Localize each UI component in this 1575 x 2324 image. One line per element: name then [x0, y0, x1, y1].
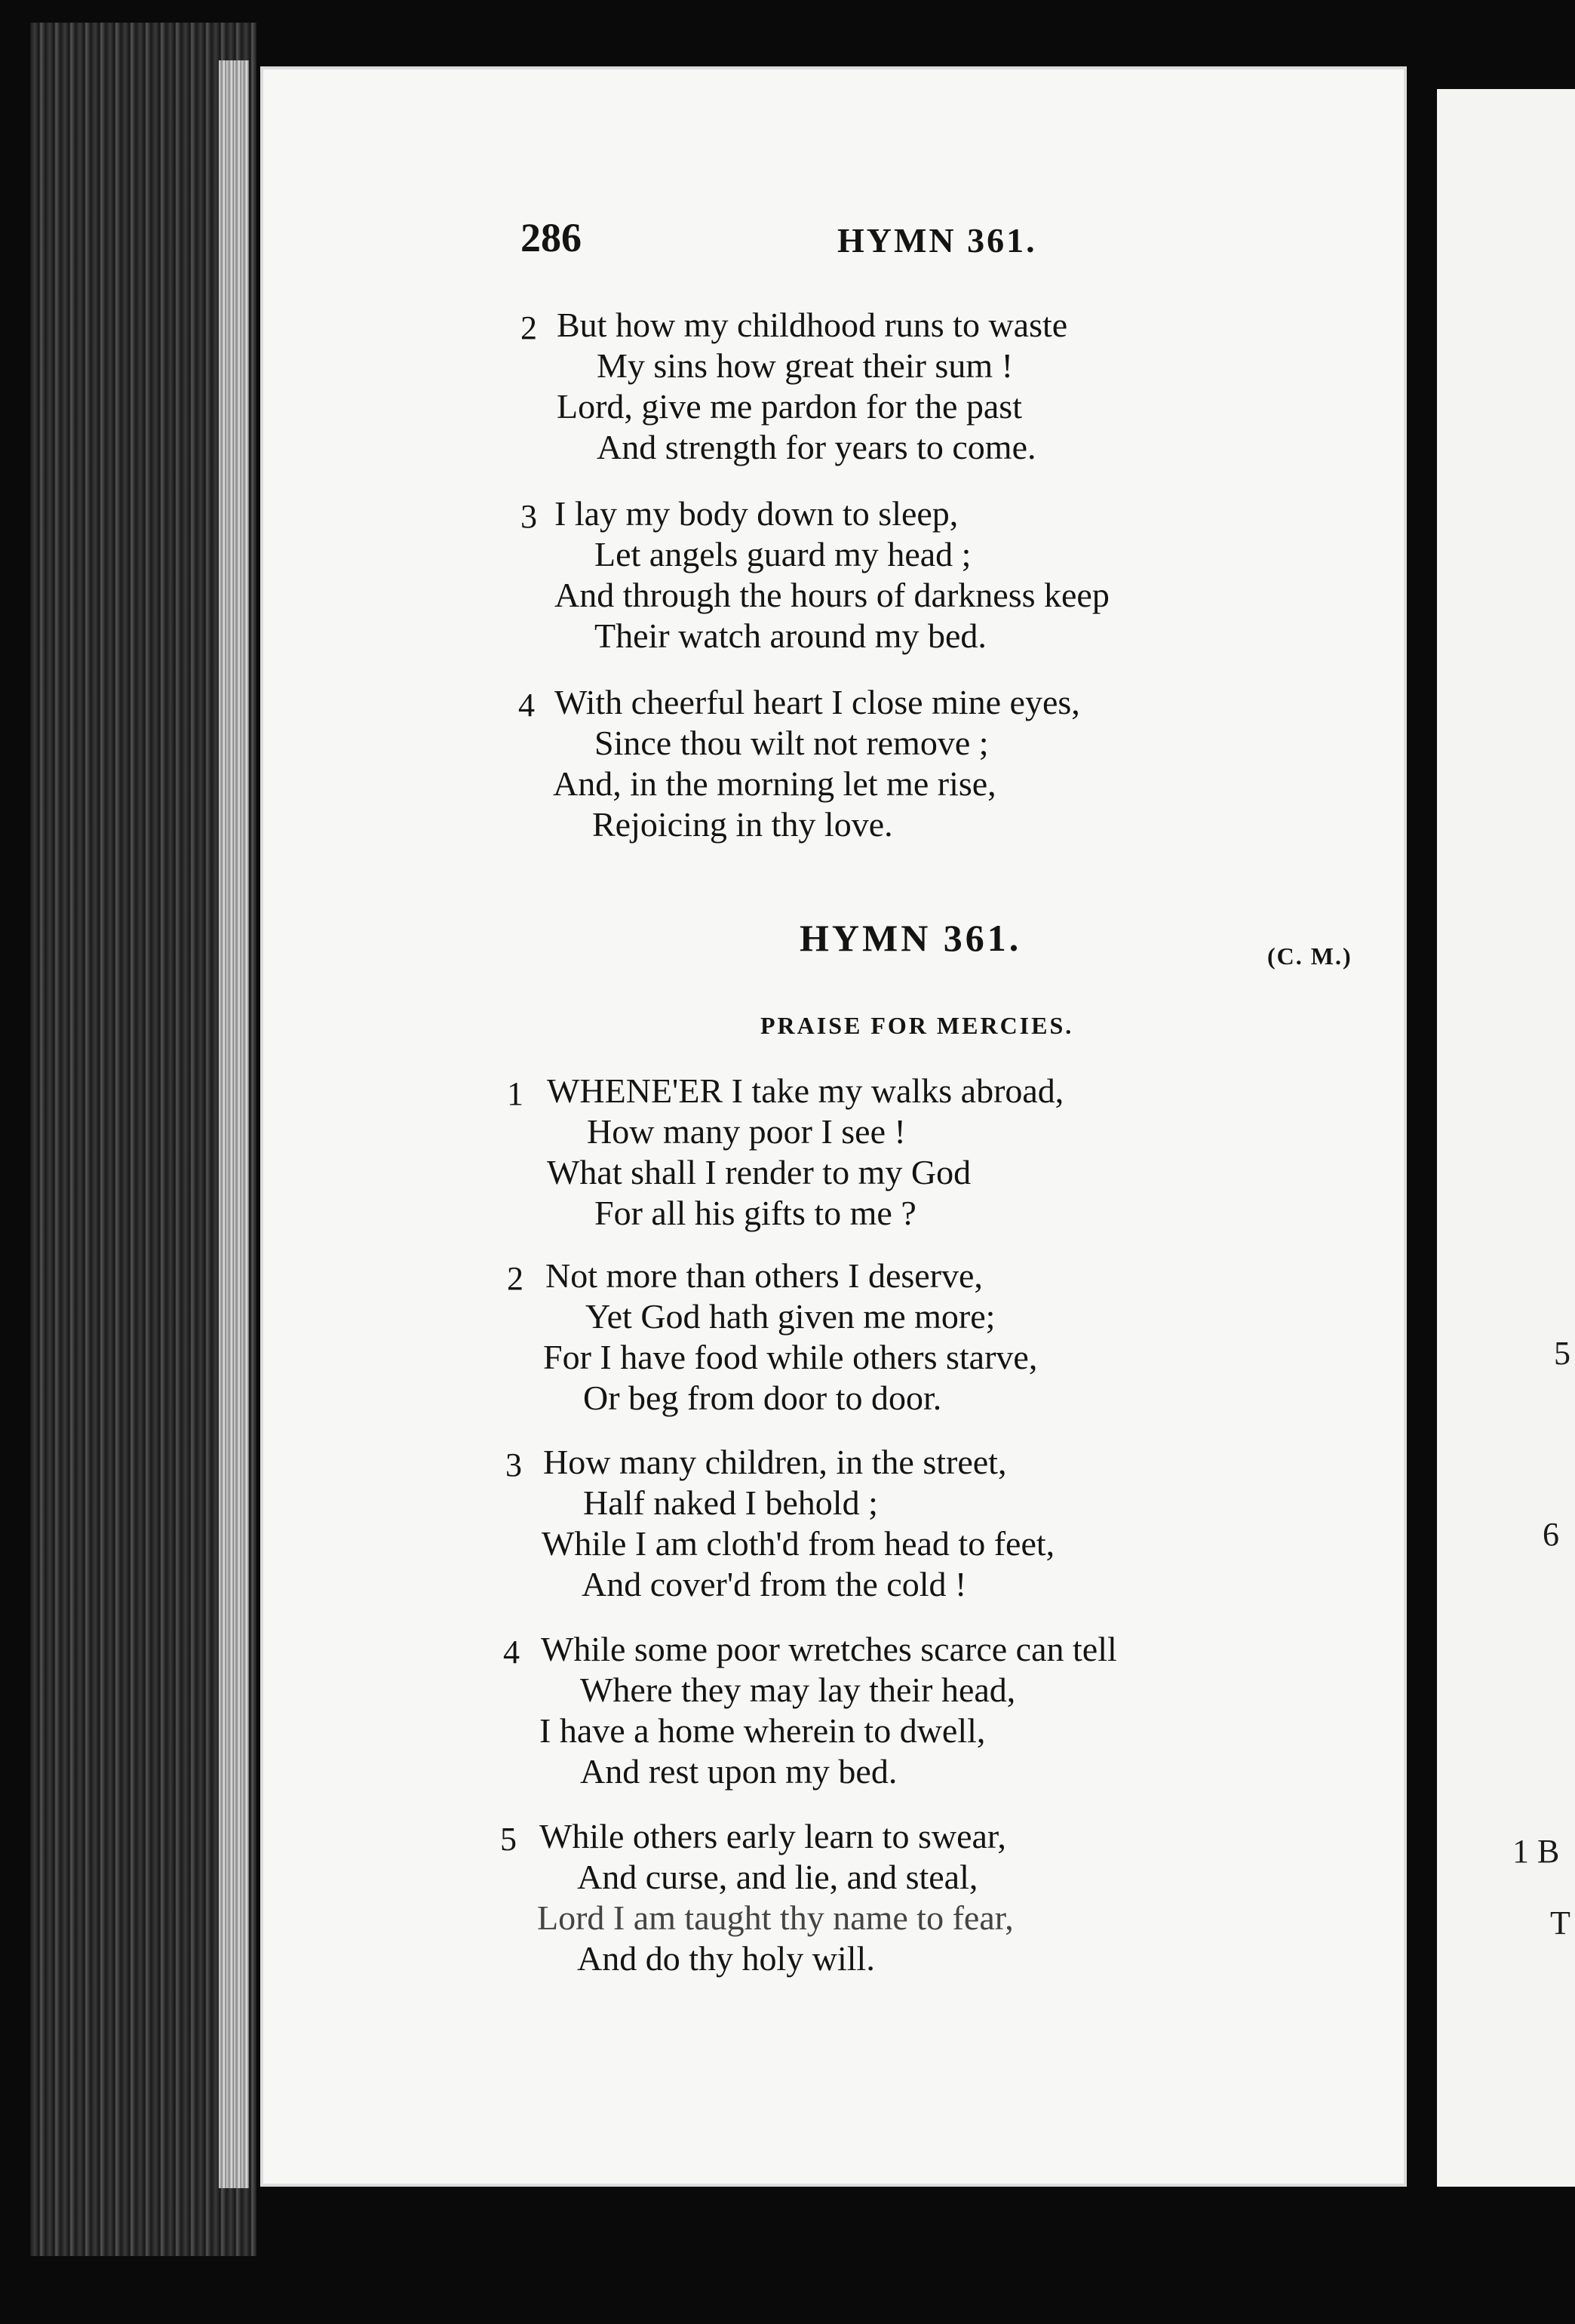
verse-line: WHENE'ER I take my walks abroad, — [547, 1071, 1064, 1110]
verse-line: I have a home wherein to dwell, — [539, 1711, 986, 1750]
verse-line: Or beg from door to door. — [583, 1379, 942, 1417]
stanza-number: 2 — [520, 309, 537, 346]
verse-line: Lord I am taught thy name to fear, — [537, 1898, 1014, 1937]
verse-line: While some poor wretches scarce can tell — [541, 1630, 1117, 1668]
running-title: HYMN 361. — [837, 221, 1037, 260]
facing-page-fragment: 6 — [1543, 1516, 1559, 1553]
verse-line: And strength for years to come. — [597, 428, 1036, 466]
verse-line: Rejoicing in thy love. — [592, 805, 893, 844]
verse-line: While I am cloth'd from head to feet, — [542, 1524, 1055, 1563]
facing-page-fragment: 1 B — [1512, 1833, 1560, 1870]
verse-line: Not more than others I deserve, — [545, 1256, 983, 1295]
stanza-number: 2 — [507, 1260, 523, 1297]
verse-line: How many poor I see ! — [587, 1112, 906, 1151]
verse-line: Let angels guard my head ; — [594, 535, 972, 573]
stanza-number: 3 — [520, 498, 537, 535]
verse-line: And rest upon my bed. — [580, 1752, 898, 1791]
book-page — [260, 66, 1407, 2187]
verse-line: With cheerful heart I close mine eyes, — [554, 683, 1080, 721]
verse-line: And curse, and lie, and steal, — [577, 1858, 978, 1896]
verse-line: And do thy holy will. — [577, 1939, 875, 1978]
stanza-number: 3 — [505, 1446, 522, 1483]
verse-line: I lay my body down to sleep, — [554, 494, 959, 533]
page-number: 286 — [520, 215, 582, 260]
verse-line: For all his gifts to me ? — [594, 1194, 916, 1232]
verse-line: Since thou wilt not remove ; — [594, 724, 989, 762]
stanza-number: 4 — [503, 1634, 520, 1671]
verse-line: And cover'd from the cold ! — [582, 1565, 967, 1603]
stanza-number: 1 — [507, 1075, 523, 1112]
facing-page-edge — [1437, 89, 1575, 2187]
verse-line: For I have food while others starve, — [543, 1338, 1038, 1376]
hymn-title: HYMN 361. — [800, 917, 1022, 959]
facing-page-fragment: 5 — [1554, 1335, 1570, 1372]
facing-page-fragment: T — [1550, 1904, 1570, 1941]
verse-line: But how my childhood runs to waste — [557, 306, 1068, 344]
verse-line: Their watch around my bed. — [594, 616, 987, 655]
verse-line: Lord, give me pardon for the past — [557, 387, 1022, 426]
verse-line: And through the hours of darkness keep — [554, 576, 1110, 614]
stanza-number: 5 — [500, 1821, 517, 1858]
hymn-subtitle: PRAISE FOR MERCIES. — [760, 1012, 1074, 1039]
verse-line: While others early learn to swear, — [539, 1817, 1006, 1855]
verse-line: What shall I render to my God — [547, 1153, 972, 1191]
page-edges — [219, 60, 249, 2188]
verse-line: Where they may lay their head, — [580, 1671, 1016, 1709]
verse-line: My sins how great their sum ! — [597, 346, 1013, 385]
verse-line: And, in the morning let me rise, — [553, 764, 996, 803]
hymn-meter: (C. M.) — [1267, 942, 1352, 970]
verse-line: How many children, in the street, — [543, 1443, 1007, 1481]
stanza-number: 4 — [518, 687, 535, 724]
verse-line: Half naked I behold ; — [583, 1483, 878, 1522]
verse-line: Yet God hath given me more; — [585, 1297, 996, 1336]
